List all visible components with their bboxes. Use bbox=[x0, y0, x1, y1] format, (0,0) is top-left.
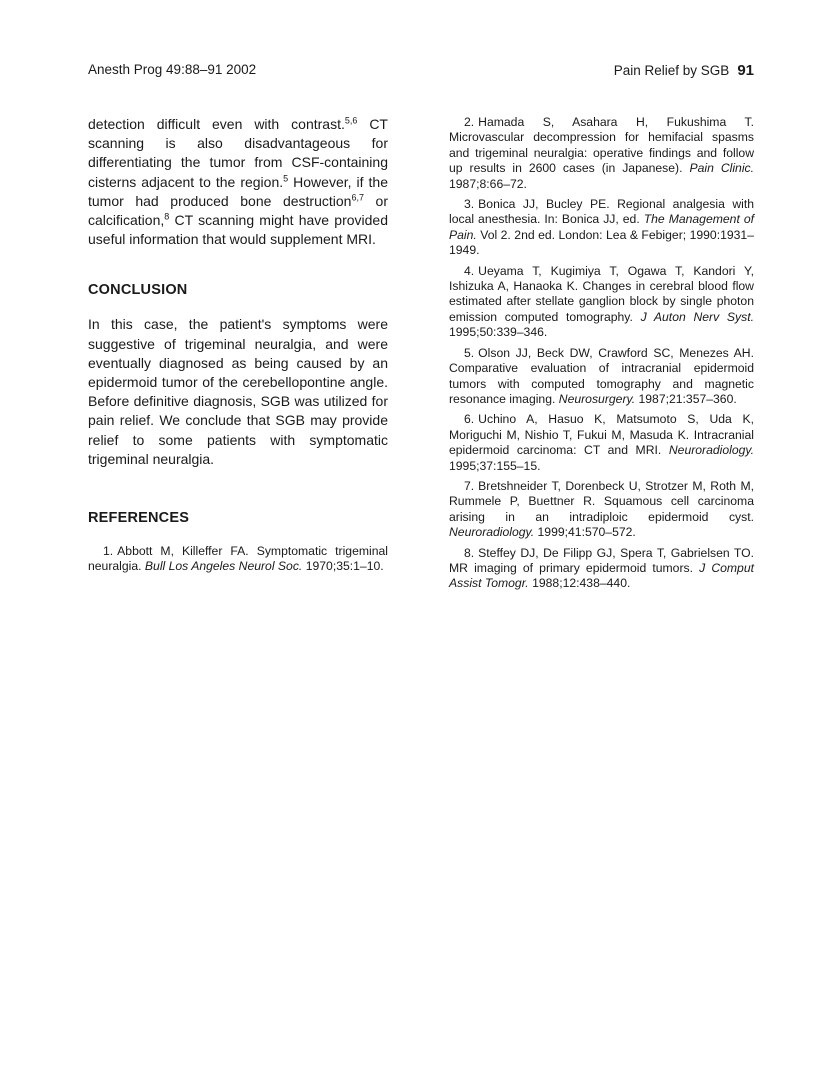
reference-number: 2. bbox=[464, 115, 475, 129]
reference-journal: Neuroradiology. bbox=[668, 443, 754, 458]
reference-text: Hamada S, Asahara H, Fukushima T. Microvascular decompression for hemifacial spasms and trigeminal neuralgia: operative findings and follow up results in 2600 cases (in Japanese). bbox=[449, 115, 754, 176]
reference-number: 7. bbox=[464, 478, 475, 493]
reference-number: 8. bbox=[464, 545, 475, 560]
running-head bbox=[88, 62, 754, 82]
conclusion-heading: CONCLUSION bbox=[88, 282, 188, 299]
reference-item bbox=[449, 264, 754, 341]
reference-text: Steffey DJ, De Filipp GJ, Spera T, Gabrielsen TO. MR imaging of primary epidermoid tumors. bbox=[449, 545, 754, 575]
left-column bbox=[88, 115, 388, 580]
reference-number: 6. bbox=[464, 412, 475, 427]
reference-item bbox=[449, 412, 754, 474]
references-heading: REFERENCES bbox=[88, 510, 190, 527]
conclusion-paragraph: In this case, the patient's symptoms were suggestive of trigeminal neuralgia, and were eventually diagnosed as being caused by an epidermoid tumor of the cerebellopontine angle. Before definitive diagnosis, SGB was utilized for pain relief. We conclude that SGB may provide relief to some patients with symptomatic trigeminal neuralgia. bbox=[88, 316, 388, 467]
reference-details: 1995;37:155–15. bbox=[449, 458, 541, 473]
reference-journal: Pain Clinic. bbox=[689, 161, 755, 176]
reference-text: Abbott M, Killeffer FA. Symptomatic trigeminal neuralgia. bbox=[88, 544, 388, 574]
reference-item bbox=[449, 546, 754, 592]
paragraph-text: or calcification, bbox=[88, 192, 388, 229]
right-column bbox=[449, 115, 754, 597]
citation-superscript: 6,7 bbox=[351, 192, 364, 203]
reference-item bbox=[449, 346, 754, 408]
reference-item bbox=[88, 544, 388, 575]
reference-journal: J Comput Assist Tomogr. bbox=[449, 560, 755, 591]
running-title bbox=[614, 62, 754, 79]
reference-journal: Bull Los Angeles Neurol Soc. bbox=[144, 559, 303, 574]
reference-details: 1995;50:339–346. bbox=[449, 325, 548, 340]
reference-details: Vol 2. 2nd ed. London: Lea & Febiger; 1990:1931–1949. bbox=[449, 227, 754, 258]
paragraph-text: CT scanning is also disadvantageous for differentiating the tumor from CSF-containing cisterns adjacent to the region. bbox=[88, 116, 388, 190]
paragraph-text: However, if the tumor had produced bone destruction bbox=[88, 173, 388, 209]
page-number: 91 bbox=[737, 62, 754, 79]
reference-number: 3. bbox=[464, 197, 475, 212]
reference-list-right bbox=[449, 115, 754, 592]
reference-number: 5. bbox=[464, 345, 475, 360]
citation-superscript: 5,6 bbox=[344, 115, 358, 126]
reference-details: 1970;35:1–10. bbox=[302, 559, 384, 574]
journal-citation: Anesth Prog 49:88–91 2002 bbox=[88, 62, 257, 77]
reference-list-left bbox=[88, 544, 388, 575]
reference-text: Olson JJ, Beck DW, Crawford SC, Menezes AH. Comparative evaluation of intracranial epidermoid tumors with computed tomography and magnetic resonance imaging. bbox=[449, 345, 754, 406]
reference-text: Uchino A, Hasuo K, Matsumoto S, Uda K, Moriguchi M, Nishio T, Fukui M, Masuda K. Intracranial epidermoid carcinoma: CT and MRI. bbox=[449, 412, 754, 458]
reference-journal: The Management of Pain. bbox=[449, 212, 754, 242]
reference-number: 4. bbox=[464, 263, 475, 278]
citation-superscript: 8 bbox=[164, 211, 170, 222]
reference-journal: J Auton Nerv Syst. bbox=[640, 309, 754, 324]
discussion-paragraph bbox=[88, 115, 388, 249]
paragraph-text: CT scanning might have provided useful information that would supplement MRI. bbox=[88, 212, 388, 248]
reference-text: Bretshneider T, Dorenbeck U, Strotzer M, Roth M, Rummele P, Buettner R. Squamous cell carcinoma arising in an intradiploic epidermoid cyst. bbox=[449, 478, 754, 524]
reference-number: 1. bbox=[103, 544, 114, 559]
reference-details: 1987;21:357–360. bbox=[635, 391, 737, 406]
running-title-text: Pain Relief by SGB bbox=[613, 63, 730, 78]
paragraph-text: detection difficult even with contrast. bbox=[88, 116, 345, 132]
reference-journal: Neuroradiology. bbox=[449, 525, 535, 540]
reference-item bbox=[449, 479, 754, 541]
reference-text: Bonica JJ, Bucley PE. Regional analgesia with local anesthesia. In: Bonica JJ, ed. bbox=[449, 197, 754, 227]
reference-journal: Neurosurgery. bbox=[558, 391, 636, 406]
reference-details: 1999;41:570–572. bbox=[534, 525, 636, 540]
reference-item bbox=[449, 197, 754, 259]
reference-item bbox=[449, 115, 754, 192]
reference-text: Ueyama T, Kugimiya T, Ogawa T, Kandori Y, Ishizuka A, Hanaoka K. Changes in cerebral blood flow estimated after stellate ganglion block by single photon emission computed tomography. bbox=[449, 263, 754, 324]
citation-superscript: 5 bbox=[283, 172, 289, 183]
reference-details: 1988;12:438–440. bbox=[528, 576, 631, 591]
reference-details: 1987;8:66–72. bbox=[449, 176, 527, 191]
